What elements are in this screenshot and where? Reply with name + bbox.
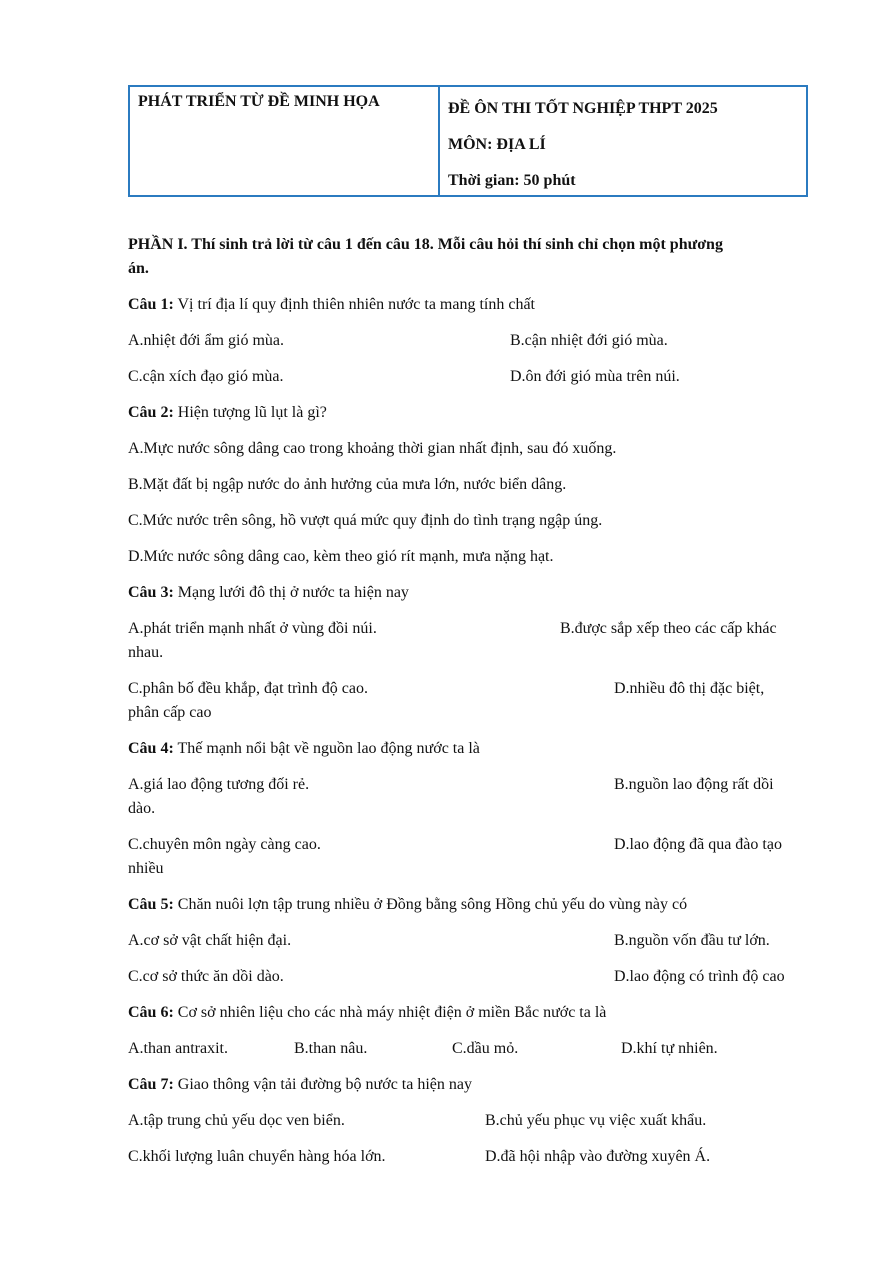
question-text: Vị trí địa lí quy định thiên nhiên nước ta mang tính chất [173,296,535,313]
exam-time: Thời gian: 50 phút [448,172,576,189]
option-4c: C.chuyên môn ngày càng cao. [128,836,321,853]
option-2c: C.Mức nước trên sông, hồ vượt quá mức quy định do tình trạng ngập úng. [128,512,603,529]
question-label: Câu 6: [128,1004,174,1021]
exam-header-table [128,85,808,197]
option-6b: B.than nâu. [294,1040,368,1057]
option-3a: A.phát triển mạnh nhất ở vùng đồi núi. [128,620,377,637]
option-7a: A.tập trung chủ yếu dọc ven biển. [128,1112,345,1129]
option-1c: C.cận xích đạo gió mùa. [128,368,284,385]
question-6 [128,1003,606,1023]
question-text: Thế mạnh nổi bật về nguồn lao động nước ta là [173,740,480,757]
exam-title: ĐỀ ÔN THI TỐT NGHIỆP THPT 2025 [448,100,718,117]
option-7d: D.đã hội nhập vào đường xuyên Á. [485,1148,711,1165]
option-1a: A.nhiệt đới ẩm gió mùa. [128,332,284,349]
header-right-cell [440,87,806,195]
option-5b: B.nguồn vốn đầu tư lớn. [614,932,770,949]
option-4d-wrap: nhiều [128,860,164,877]
header-left-cell [130,87,440,195]
question-text: Giao thông vận tải đường bộ nước ta hiện nay [173,1076,472,1093]
question-7 [128,1075,472,1095]
option-4a: A.giá lao động tương đối rẻ. [128,776,310,793]
question-label: Câu 5: [128,896,174,913]
question-3 [128,583,409,603]
question-label: Câu 4: [128,740,174,757]
option-7c: C.khối lượng luân chuyển hàng hóa lớn. [128,1148,386,1165]
exam-subject: MÔN: ĐỊA LÍ [448,136,546,153]
option-3b: B.được sắp xếp theo các cấp khác [560,620,777,637]
option-4d: D.lao động đã qua đào tạo [614,836,782,853]
question-4 [128,739,480,759]
question-label: Câu 7: [128,1076,174,1093]
option-2a: A.Mực nước sông dâng cao trong khoảng thời gian nhất định, sau đó xuống. [128,440,617,457]
question-text: Cơ sở nhiên liệu cho các nhà máy nhiệt điện ở miền Bắc nước ta là [173,1004,607,1021]
question-1 [128,295,535,315]
part1-instruction-line1: PHẦN I. Thí sinh trả lời từ câu 1 đến câu 18. Mỗi câu hỏi thí sinh chỉ chọn một phương [128,236,723,253]
option-6d: D.khí tự nhiên. [621,1040,718,1057]
option-2d: D.Mức nước sông dâng cao, kèm theo gió rít mạnh, mưa nặng hạt. [128,548,554,565]
option-5c: C.cơ sở thức ăn dồi dào. [128,968,284,985]
question-text: Chăn nuôi lợn tập trung nhiều ở Đồng bằng sông Hồng chủ yếu do vùng này có [173,896,688,913]
option-4b-wrap: dào. [128,800,156,817]
option-3c: C.phân bố đều khắp, đạt trình độ cao. [128,680,368,697]
option-1d: D.ôn đới gió mùa trên núi. [510,368,680,385]
question-label: Câu 2: [128,404,174,421]
option-5a: A.cơ sở vật chất hiện đại. [128,932,292,949]
option-6a: A.than antraxit. [128,1040,228,1057]
question-5 [128,895,687,915]
question-label: Câu 3: [128,584,174,601]
option-3d-wrap: phân cấp cao [128,704,212,721]
option-4b: B.nguồn lao động rất dồi [614,776,774,793]
option-1b: B.cận nhiệt đới gió mùa. [510,332,668,349]
question-text: Hiện tượng lũ lụt là gì? [173,404,327,421]
option-7b: B.chủ yếu phục vụ việc xuất khẩu. [485,1112,707,1129]
option-6c: C.dầu mỏ. [452,1040,519,1057]
option-5d: D.lao động có trình độ cao [614,968,785,985]
header-source: PHÁT TRIỂN TỪ ĐỀ MINH HỌA [138,93,380,110]
option-2b: B.Mặt đất bị ngập nước do ảnh hưởng của mưa lớn, nước biển dâng. [128,476,567,493]
part1-instruction-line2: án. [128,260,149,277]
option-3d: D.nhiều đô thị đặc biệt, [614,680,765,697]
question-label: Câu 1: [128,296,174,313]
question-2 [128,403,327,423]
question-text: Mạng lưới đô thị ở nước ta hiện nay [173,584,409,601]
option-3b-wrap: nhau. [128,644,164,661]
